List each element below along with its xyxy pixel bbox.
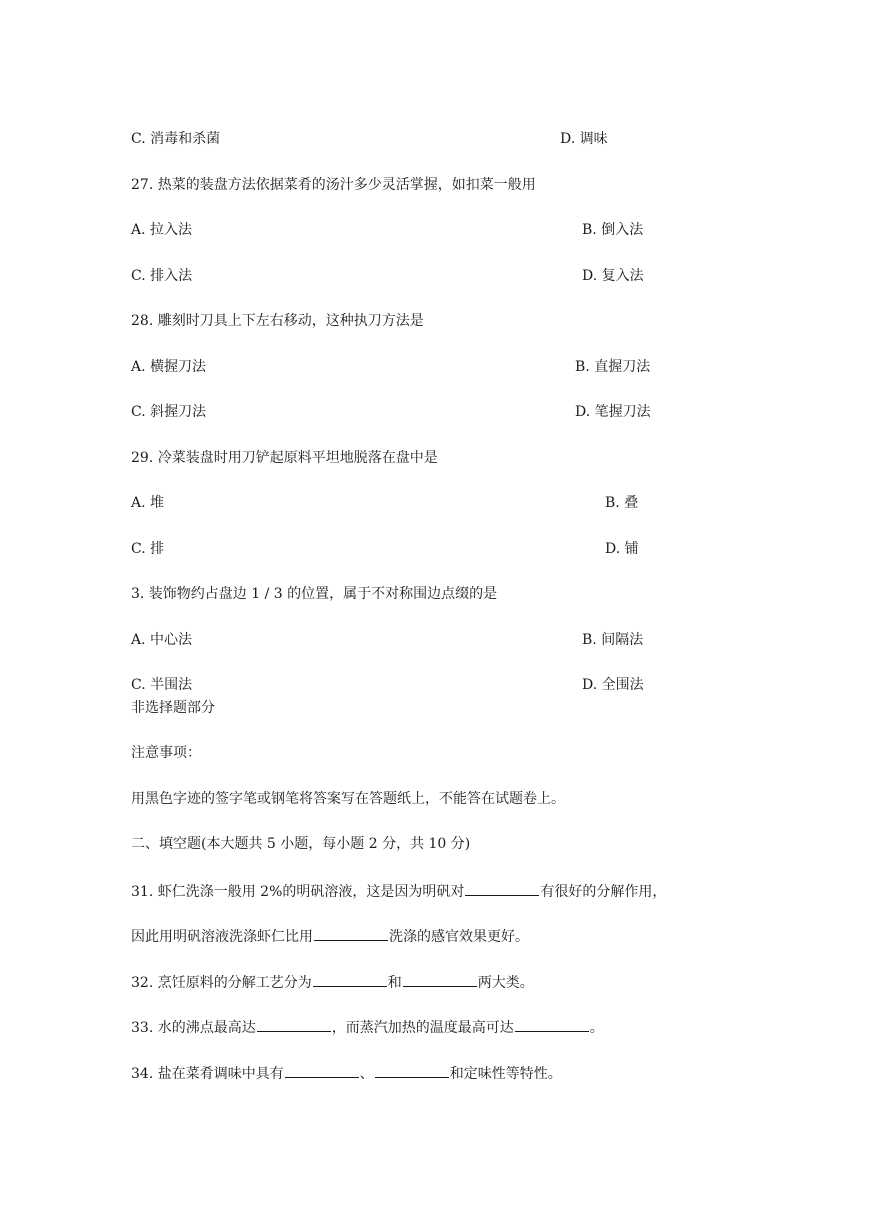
q30-option-b: B. 间隔法 — [582, 632, 644, 648]
q28-option-a: A. 横握刀法 — [131, 359, 207, 375]
q27-option-b: B. 倒入法 — [582, 222, 644, 238]
q31-line1 — [131, 881, 666, 901]
q32-text-a: 32. 烹饪原料的分解工艺分为 — [131, 975, 312, 991]
q31-blank-2[interactable] — [314, 926, 388, 941]
q31-text-d: 洗涤的感官效果更好。 — [389, 929, 529, 945]
q32-blank-2[interactable] — [403, 972, 477, 987]
q30-option-a: A. 中心法 — [131, 632, 193, 648]
q28-option-d: D. 笔握刀法 — [575, 404, 651, 420]
part2-title: 二、填空题(本大题共 5 小题，每小题 2 分，共 10 分) — [131, 836, 471, 852]
q27-option-a: A. 拉入法 — [131, 222, 193, 238]
q32-text-c: 两大类。 — [477, 975, 534, 991]
q29-option-a: A. 堆 — [131, 495, 165, 511]
q32-line — [131, 972, 534, 992]
q30-stem: 3. 装饰物约占盘边 1 / 3 的位置，属于不对称围边点缀的是 — [131, 586, 498, 602]
q32-text-b: 和 — [387, 975, 402, 991]
q34-text-a: 34. 盐在菜肴调味中具有 — [131, 1066, 284, 1082]
q33-text-c: 。 — [589, 1020, 604, 1036]
notice-text: 用黑色字迹的签字笔或钢笔将答案写在答题纸上，不能答在试题卷上。 — [131, 791, 565, 807]
q26-option-c: C. 消毒和杀菌 — [131, 131, 221, 147]
q31-text-a: 31. 虾仁洗涤一般用 2%的明矾溶液，这是因为明矾对 — [131, 884, 465, 900]
q27-option-c: C. 排入法 — [131, 268, 193, 284]
q34-blank-1[interactable] — [285, 1063, 359, 1078]
q26-option-d: D. 调味 — [560, 131, 608, 147]
q27-option-d: D. 复入法 — [582, 268, 644, 284]
q27-stem: 27. 热菜的装盘方法依据菜肴的汤汁多少灵活掌握，如扣菜一般用 — [131, 177, 536, 193]
q31-blank-1[interactable] — [465, 881, 539, 896]
q31-text-b: 有很好的分解作用， — [540, 884, 667, 900]
q29-option-b: B. 叠 — [605, 495, 639, 511]
q34-text-c: 和定味性等特性。 — [449, 1066, 562, 1082]
q30-option-d: D. 全围法 — [582, 677, 644, 693]
q28-option-b: B. 直握刀法 — [575, 359, 651, 375]
q30-option-c: C. 半围法 — [131, 677, 193, 693]
q33-text-b: ，而蒸汽加热的温度最高可达 — [331, 1020, 514, 1036]
q33-line — [131, 1017, 604, 1037]
q33-text-a: 33. 水的沸点最高达 — [131, 1020, 256, 1036]
q34-text-b: 、 — [359, 1066, 374, 1082]
q34-blank-2[interactable] — [375, 1063, 449, 1078]
q28-option-c: C. 斜握刀法 — [131, 404, 207, 420]
q33-blank-2[interactable] — [515, 1017, 589, 1032]
q31-line2 — [131, 926, 529, 946]
q29-option-d: D. 铺 — [605, 541, 639, 557]
q29-option-c: C. 排 — [131, 541, 165, 557]
q33-blank-1[interactable] — [257, 1017, 331, 1032]
q34-line — [131, 1063, 562, 1083]
section-title: 非选择题部分 — [131, 700, 215, 716]
notice-title: 注意事项： — [131, 745, 201, 761]
q32-blank-1[interactable] — [313, 972, 387, 987]
q31-text-c: 因此用明矾溶液洗涤虾仁比用 — [131, 929, 313, 945]
q28-stem: 28. 雕刻时刀具上下左右移动，这种执刀方法是 — [131, 313, 424, 329]
q29-stem: 29. 冷菜装盘时用刀铲起原料平坦地脱落在盘中是 — [131, 450, 438, 466]
